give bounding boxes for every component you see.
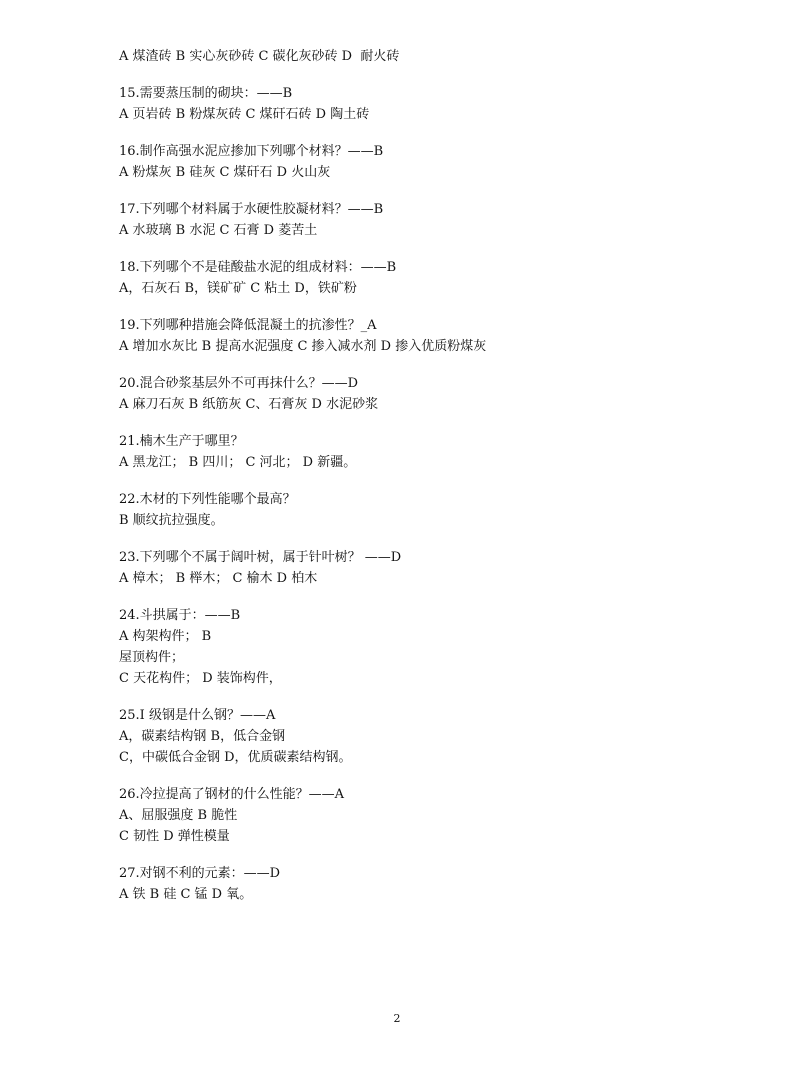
- answer-line: A 樟木； B 榉木； C 榆木 D 柏木: [119, 571, 318, 586]
- answer-line: A 麻刀石灰 B 纸筋灰 C、石膏灰 D 水泥砂浆: [119, 397, 379, 412]
- question-line: 21.楠木生产于哪里？: [119, 434, 244, 449]
- block-spacer: [119, 299, 719, 315]
- answer-line: A，石灰石 B，镁矿矿 C 粘土 D，铁矿粉: [119, 281, 357, 296]
- answer-line: A 黑龙江； B 四川； C 河北； D 新疆。: [119, 455, 357, 470]
- question-block: [119, 46, 719, 67]
- question-line: 26.冷拉提高了钢材的什么性能？——A: [119, 787, 345, 802]
- question-line: 20.混合砂浆基层外不可再抹什么？——D: [119, 376, 359, 391]
- answer-line: A 铁 B 硅 C 锰 D 氧。: [119, 887, 253, 902]
- answer-line: A 煤渣砖 B 实心灰砂砖 C 碳化灰砂砖 D 耐火砖: [119, 49, 400, 64]
- block-spacer: [119, 415, 719, 431]
- block-spacer: [119, 241, 719, 257]
- block-spacer: [119, 473, 719, 489]
- page-number: 2: [393, 1012, 401, 1025]
- question-block: [119, 431, 719, 473]
- question-line: 17.下列哪个材料属于水硬性胶凝材料？——B: [119, 202, 384, 217]
- question-block: [119, 489, 719, 531]
- question-block: [119, 315, 719, 357]
- question-block: [119, 863, 719, 905]
- question-block: [119, 257, 719, 299]
- question-line: 15.需要蒸压制的砌块：——B: [119, 86, 293, 101]
- answer-line: C 韧性 D 弹性模量: [119, 829, 230, 844]
- question-block: [119, 373, 719, 415]
- question-block: [119, 547, 719, 589]
- block-spacer: [119, 357, 719, 373]
- question-block: [119, 83, 719, 125]
- answer-line: A 水玻璃 B 水泥 C 石膏 D 菱苦土: [119, 223, 318, 238]
- question-line: 18.下列哪个不是硅酸盐水泥的组成材料：——B: [119, 260, 397, 275]
- block-spacer: [119, 183, 719, 199]
- question-line: 16.制作高强水泥应掺加下列哪个材料？——B: [119, 144, 384, 159]
- block-spacer: [119, 125, 719, 141]
- block-spacer: [119, 689, 719, 705]
- question-block: [119, 784, 719, 847]
- question-block: [119, 705, 719, 768]
- question-line: 23.下列哪个不属于阔叶树，属于针叶树？ ——D: [119, 550, 402, 565]
- answer-line: B 顺纹抗拉强度。: [119, 513, 224, 528]
- answer-line: A 增加水灰比 B 提高水泥强度 C 掺入减水剂 D 掺入优质粉煤灰: [119, 339, 487, 354]
- question-block: [119, 141, 719, 183]
- answer-line: A 粉煤灰 B 硅灰 C 煤矸石 D 火山灰: [119, 165, 331, 180]
- question-line: 27.对钢不利的元素：——D: [119, 866, 281, 881]
- answer-line: C，中碳低合金钢 D，优质碳素结构钢。: [119, 750, 352, 765]
- block-spacer: [119, 847, 719, 863]
- question-block: [119, 199, 719, 241]
- question-list: [119, 46, 719, 905]
- block-spacer: [119, 67, 719, 83]
- answer-line: A 页岩砖 B 粉煤灰砖 C 煤矸石砖 D 陶土砖: [119, 107, 370, 122]
- answer-line: C 天花构件； D 装饰构件，: [119, 671, 282, 686]
- question-line: 24.斗拱属于：——B: [119, 608, 241, 623]
- question-line: 19.下列哪种措施会降低混凝土的抗渗性？_A: [119, 318, 377, 333]
- question-block: [119, 605, 719, 689]
- block-spacer: [119, 531, 719, 547]
- block-spacer: [119, 768, 719, 784]
- answer-line: A，碳素结构钢 B，低合金钢: [119, 729, 286, 744]
- block-spacer: [119, 589, 719, 605]
- question-line: 25.I 级钢是什么钢？——A: [119, 708, 276, 723]
- answer-line: A、屈服强度 B 脆性: [119, 808, 238, 823]
- answer-line: 屋顶构件；: [119, 650, 185, 665]
- question-line: 22.木材的下列性能哪个最高？: [119, 492, 296, 507]
- answer-line: A 构架构件； B: [119, 629, 212, 644]
